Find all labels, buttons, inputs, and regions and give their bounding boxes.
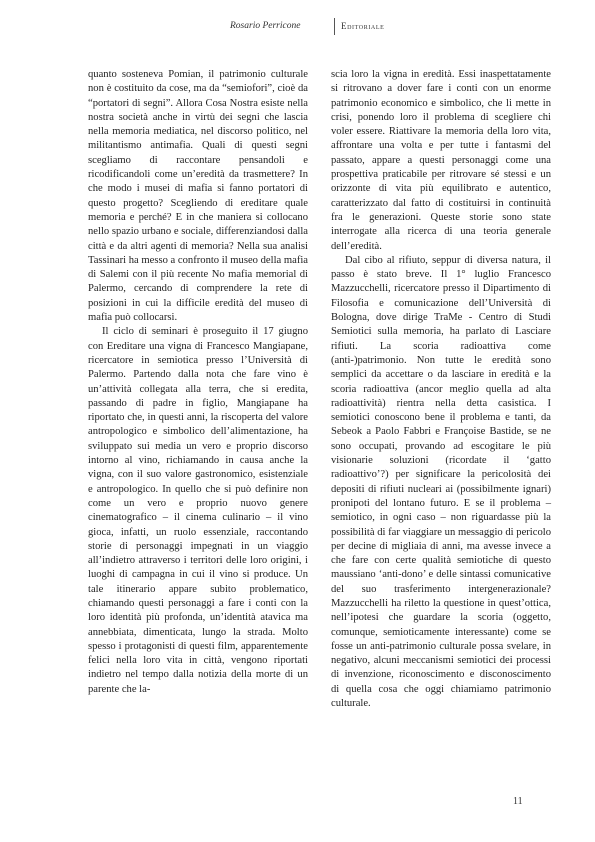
- header-author: Rosario Perricone: [230, 21, 301, 31]
- page-number: 11: [513, 796, 523, 807]
- right-paragraph-2: Dal cibo al rifiuto, seppur di diversa natura, il passo è stato breve. Il 1° luglio Francesco Mazzucchelli, ricercatore presso il Dipartimento di Filosofia e comunicazione dell’Università di Bologna, dove dirige TraMe - Centro di Studi Semiotici sulla memoria, ha parlato di Lasciare rifiuti. La scoria radioattiva come (anti-)patrimonio. Non tutte le eredità sono semplici da accettare o da lasciare in eredità e la scoria radioattiva (ancor meglio quella ad alta radioattività) rientra nella detta casistica. I semiotici conoscono bene il problema e tanti, da Sebeok a Paolo Fabbri e Françoise Bastide, se ne sono occupati, provando ad escogitare le più visionarie soluzioni (ricordate il ‘gatto radioattivo’?) per significare la pericolosità dei depositi di rifiuti nucleari ai (possibilmente ignari) pronipoti del lontano futuro. E se il problema – semiotico, in ogni caso – non riguardasse più la possibilità di far viaggiare un messaggio di pericolo per decine di migliaia di anni, ma avesse invece a che fare con certe qualità semiotiche di questo maussiano ‘anti-dono’ e delle sintassi comunicative del suo trasferimento intergenerazionale? Mazzucchelli ha riletto la questione in quest’ottica, nell’ipotesi che guardare la scoria (oggetto, comunque, semioticamente interessante) come se fosse un anti-patrimonio culturale possa svelare, in negativo, alcuni meccanismi semiotici dei processi di invenzione, riconoscimento e disconoscimento di quella cosa che oggi chiamiamo patrimonio culturale.: [331, 254, 551, 710]
- left-column: [88, 68, 308, 697]
- right-column: [331, 68, 551, 711]
- right-paragraph-1: scia loro la vigna in eredità. Essi inaspettatamente si ritrovano a dover fare i conti con un enorme patrimonio economico e simbolico, che li mette in crisi, ponendo loro il problema di scegliere chi voler essere. Riattivare la memoria della loro vita, affrontare una volta e per tutte i fantasmi del passato, appare a questi personaggi come una prospettiva praticabile per ritrovare sé stessi e un orizzonte di vita più equilibrato e autentico, caratterizzato dal fatto di costituirsi in continuità fra le generazioni. Queste storie sono state interrogate alla ricerca di una teoria generale dell’eredità.: [331, 69, 551, 252]
- left-paragraph-2: Il ciclo di seminari è proseguito il 17 giugno con Ereditare una vigna di Francesco Mangiapane, ricercatore in semiotica presso l’Università di Palermo. Partendo dalla nota che fare vino è un’attività collegata alla terra, che si eredita, passando di padre in figlio, Mangiapane ha riportato che, in questi anni, la riscoperta del valore antropologico e simbolico dell’alimentazione, ha sviluppato sui media un vero e proprio discorso intorno al vino, richiamando in causa anche la vigna, con il suo valore gastronomico, esistenziale e antropologico. In quello che si può definire non come un vero e proprio nuovo genere cinematografico – il cinema culinario – il vino gioca, infatti, un ruolo essenziale, raccontando storie di personaggi impegnati in un viaggio all’indietro attraverso i territori delle loro origini, i luoghi di campagna in cui il vino si produce. Un tale itinerario appare subito problematico, chiamando questi personaggi a fare i conti con la loro identità più profonda, un’identità atavica ma annebbiata, dimenticata, lungo la strada. Molto spesso i protagonisti di questi film, apparentemente felici nella loro vita in città, vengono riportati indietro nel tempo dalla notizia della morte di un parente che la-: [88, 326, 308, 695]
- header-divider: [334, 18, 335, 35]
- left-paragraph-1: quanto sosteneva Pomian, il patrimonio culturale non è costituito da cose, ma da “semiofori”, cioè da “portatori di segni”. Allora Cosa Nostra esiste nella nostra società anche in virtù dei segni che lascia nella memoria mediatica, nel discorso politico, nel militantismo antimafia. Quali di questi segni scegliamo di raccontare pensandoli e ricodificandoli come un’eredità da trasmettere? In che modo i musei di mafia si fanno portatori di questo progetto? Scegliendo di ereditare quale memoria e perché? E in che maniera si collocano nello spazio urbano e sociale, differenziandosi dalla città e da altri agenti di memoria? Nella sua analisi Tassinari ha messo a confronto il museo della mafia di Salemi con il più recente No mafia memorial di Palermo, cercando di comprendere la rete di posizioni in cui la difficile eredità del museo di mafia può collocarsi.: [88, 69, 308, 324]
- header-section: Editoriale: [341, 21, 385, 31]
